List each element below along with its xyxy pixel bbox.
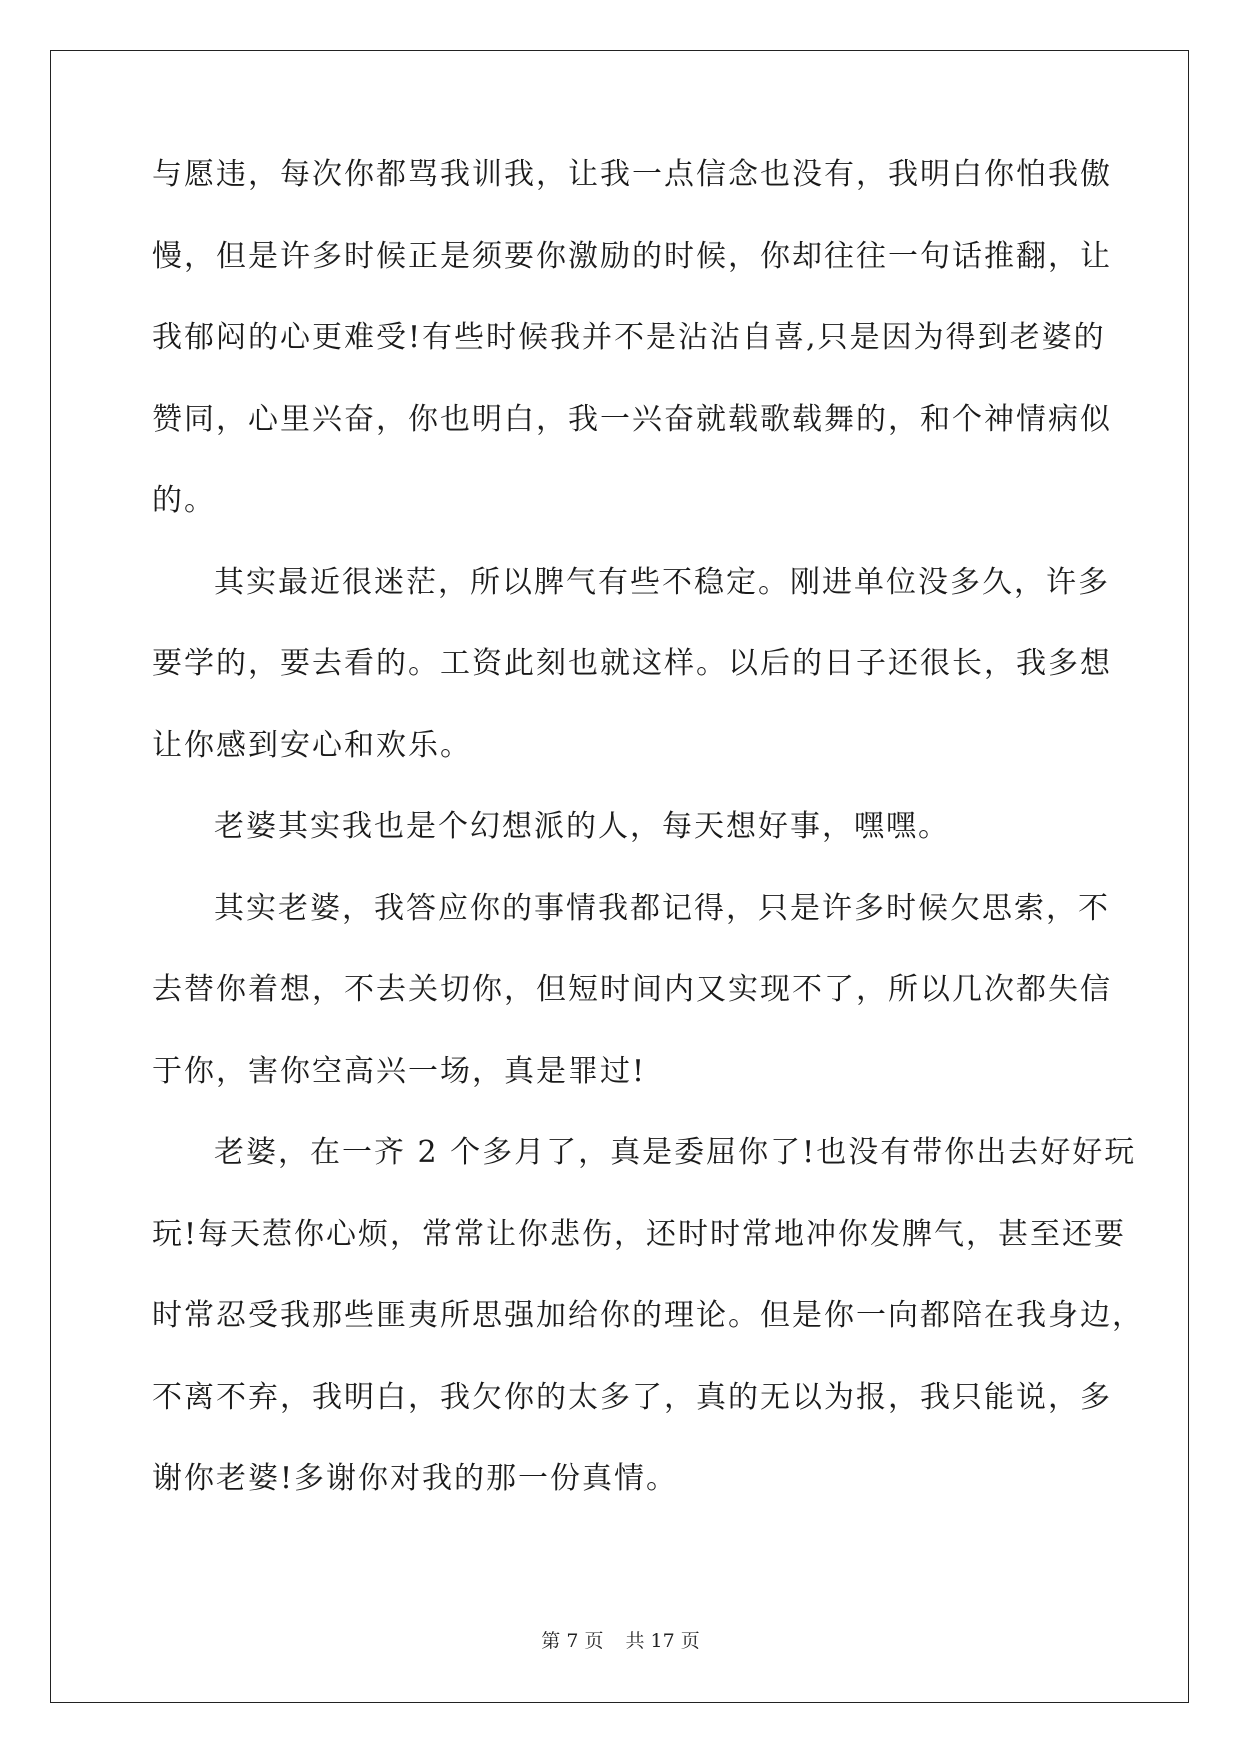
total-pages-label: 共 17 页 (625, 1630, 700, 1652)
text-line-2: 慢，但是许多时候正是须要你激励的时候，你却往往一句话推翻，让 (152, 238, 1112, 274)
text-line-13: 老婆，在一齐 2 个多月了，真是委屈你了!也没有带你出去好好玩 (214, 1135, 1137, 1170)
text-line-3: 我郁闷的心更难受!有些时候我并不是沾沾自喜,只是因为得到老婆的 (152, 320, 1106, 355)
text-line-4: 赞同，心里兴奋，你也明白，我一兴奋就载歌载舞的，和个神情病似 (152, 401, 1112, 437)
text-line-8: 让你感到安心和欢乐。 (152, 727, 472, 763)
text-line-10: 其实老婆，我答应你的事情我都记得，只是许多时候欠思索，不 (214, 890, 1110, 926)
document-body (152, 157, 1144, 1546)
page-footer (0, 1626, 1241, 1653)
text-line-17: 谢你老婆!多谢你对我的那一份真情。 (152, 1461, 679, 1496)
text-line-11: 去替你着想，不去关切你，但短时间内又实现不了，所以几次都失信 (152, 972, 1112, 1007)
text-line-16: 不离不弃，我明白，我欠你的太多了，真的无以为报，我只能说，多 (152, 1379, 1112, 1415)
text-line-5: 的。 (152, 483, 216, 518)
text-line-7: 要学的，要去看的。工资此刻也就这样。以后的日子还很长，我多想 (152, 646, 1112, 681)
text-line-9: 老婆其实我也是个幻想派的人，每天想好事，嘿嘿。 (214, 809, 950, 844)
text-line-12: 于你，害你空高兴一场，真是罪过! (152, 1053, 647, 1089)
text-line-6: 其实最近很迷茫，所以脾气有些不稳定。刚进单位没多久，许多 (214, 564, 1110, 600)
text-line-1: 与愿违，每次你都骂我训我，让我一点信念也没有，我明白你怕我傲 (152, 157, 1112, 192)
text-line-14: 玩!每天惹你心烦，常常让你悲伤，还时时常地冲你发脾气，甚至还要 (152, 1216, 1127, 1252)
current-page-label: 第 7 页 (541, 1630, 604, 1652)
text-line-15: 时常忍受我那些匪夷所思强加给你的理论。但是你一向都陪在我身边， (152, 1298, 1144, 1333)
